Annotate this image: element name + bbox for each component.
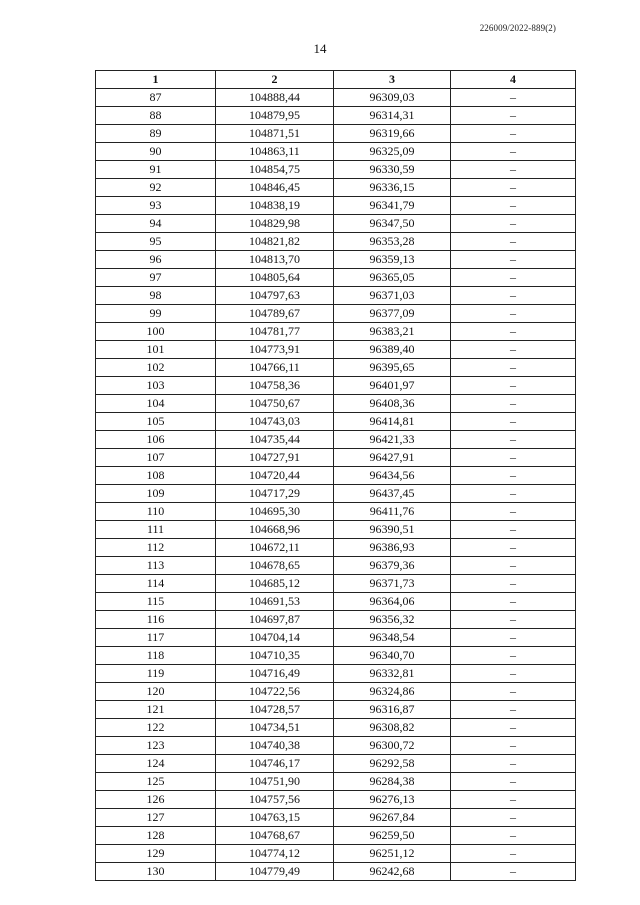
note-cell: – <box>451 485 576 503</box>
y-coordinate-cell: 96401,97 <box>334 377 451 395</box>
point-number-cell: 119 <box>96 665 216 683</box>
table-row <box>96 827 576 845</box>
y-coordinate-cell: 96314,31 <box>334 107 451 125</box>
note-cell: – <box>451 431 576 449</box>
x-coordinate-cell: 104695,30 <box>216 503 334 521</box>
x-coordinate-cell: 104757,56 <box>216 791 334 809</box>
y-coordinate-cell: 96359,13 <box>334 251 451 269</box>
table-row <box>96 179 576 197</box>
x-coordinate-cell: 104766,11 <box>216 359 334 377</box>
column-header-1: 1 <box>96 71 216 89</box>
note-cell: – <box>451 539 576 557</box>
point-number-cell: 104 <box>96 395 216 413</box>
x-coordinate-cell: 104879,95 <box>216 107 334 125</box>
note-cell: – <box>451 413 576 431</box>
table-row <box>96 251 576 269</box>
point-number-cell: 88 <box>96 107 216 125</box>
note-cell: – <box>451 665 576 683</box>
x-coordinate-cell: 104863,11 <box>216 143 334 161</box>
y-coordinate-cell: 96276,13 <box>334 791 451 809</box>
x-coordinate-cell: 104668,96 <box>216 521 334 539</box>
note-cell: – <box>451 863 576 881</box>
x-coordinate-cell: 104838,19 <box>216 197 334 215</box>
table-row <box>96 557 576 575</box>
table-row <box>96 647 576 665</box>
point-number-cell: 97 <box>96 269 216 287</box>
table-row <box>96 773 576 791</box>
x-coordinate-cell: 104734,51 <box>216 719 334 737</box>
x-coordinate-cell: 104697,87 <box>216 611 334 629</box>
x-coordinate-cell: 104829,98 <box>216 215 334 233</box>
note-cell: – <box>451 719 576 737</box>
x-coordinate-cell: 104821,82 <box>216 233 334 251</box>
y-coordinate-cell: 96340,70 <box>334 647 451 665</box>
table-row <box>96 521 576 539</box>
x-coordinate-cell: 104735,44 <box>216 431 334 449</box>
y-coordinate-cell: 96347,50 <box>334 215 451 233</box>
x-coordinate-cell: 104722,56 <box>216 683 334 701</box>
point-number-cell: 91 <box>96 161 216 179</box>
x-coordinate-cell: 104710,35 <box>216 647 334 665</box>
note-cell: – <box>451 125 576 143</box>
table-row <box>96 611 576 629</box>
table-row <box>96 737 576 755</box>
y-coordinate-cell: 96390,51 <box>334 521 451 539</box>
point-number-cell: 116 <box>96 611 216 629</box>
y-coordinate-cell: 96330,59 <box>334 161 451 179</box>
table-row <box>96 755 576 773</box>
y-coordinate-cell: 96421,33 <box>334 431 451 449</box>
y-coordinate-cell: 96251,12 <box>334 845 451 863</box>
point-number-cell: 96 <box>96 251 216 269</box>
x-coordinate-cell: 104888,44 <box>216 89 334 107</box>
point-number-cell: 120 <box>96 683 216 701</box>
table-row <box>96 89 576 107</box>
table-row <box>96 449 576 467</box>
point-number-cell: 107 <box>96 449 216 467</box>
note-cell: – <box>451 89 576 107</box>
x-coordinate-cell: 104751,90 <box>216 773 334 791</box>
note-cell: – <box>451 557 576 575</box>
point-number-cell: 112 <box>96 539 216 557</box>
x-coordinate-cell: 104763,15 <box>216 809 334 827</box>
y-coordinate-cell: 96377,09 <box>334 305 451 323</box>
point-number-cell: 126 <box>96 791 216 809</box>
x-coordinate-cell: 104672,11 <box>216 539 334 557</box>
x-coordinate-cell: 104746,17 <box>216 755 334 773</box>
y-coordinate-cell: 96371,03 <box>334 287 451 305</box>
point-number-cell: 95 <box>96 233 216 251</box>
point-number-cell: 122 <box>96 719 216 737</box>
point-number-cell: 102 <box>96 359 216 377</box>
x-coordinate-cell: 104691,53 <box>216 593 334 611</box>
y-coordinate-cell: 96379,36 <box>334 557 451 575</box>
y-coordinate-cell: 96414,81 <box>334 413 451 431</box>
point-number-cell: 90 <box>96 143 216 161</box>
table-row <box>96 575 576 593</box>
point-number-cell: 110 <box>96 503 216 521</box>
table-row <box>96 467 576 485</box>
note-cell: – <box>451 503 576 521</box>
column-header-3: 3 <box>334 71 451 89</box>
y-coordinate-cell: 96309,03 <box>334 89 451 107</box>
y-coordinate-cell: 96408,36 <box>334 395 451 413</box>
x-coordinate-cell: 104813,70 <box>216 251 334 269</box>
table-row <box>96 485 576 503</box>
point-number-cell: 128 <box>96 827 216 845</box>
header-row <box>96 71 576 89</box>
y-coordinate-cell: 96324,86 <box>334 683 451 701</box>
x-coordinate-cell: 104797,63 <box>216 287 334 305</box>
point-number-cell: 121 <box>96 701 216 719</box>
column-header-2: 2 <box>216 71 334 89</box>
y-coordinate-cell: 96389,40 <box>334 341 451 359</box>
x-coordinate-cell: 104871,51 <box>216 125 334 143</box>
x-coordinate-cell: 104750,67 <box>216 395 334 413</box>
point-number-cell: 114 <box>96 575 216 593</box>
x-coordinate-cell: 104789,67 <box>216 305 334 323</box>
table-row <box>96 305 576 323</box>
note-cell: – <box>451 521 576 539</box>
table-row <box>96 323 576 341</box>
table-row <box>96 161 576 179</box>
table-row <box>96 341 576 359</box>
x-coordinate-cell: 104716,49 <box>216 665 334 683</box>
table-header <box>96 71 576 89</box>
y-coordinate-cell: 96371,73 <box>334 575 451 593</box>
y-coordinate-cell: 96242,68 <box>334 863 451 881</box>
note-cell: – <box>451 773 576 791</box>
point-number-cell: 103 <box>96 377 216 395</box>
y-coordinate-cell: 96434,56 <box>334 467 451 485</box>
table-row <box>96 809 576 827</box>
point-number-cell: 117 <box>96 629 216 647</box>
table-row <box>96 359 576 377</box>
note-cell: – <box>451 845 576 863</box>
note-cell: – <box>451 593 576 611</box>
note-cell: – <box>451 791 576 809</box>
y-coordinate-cell: 96437,45 <box>334 485 451 503</box>
y-coordinate-cell: 96284,38 <box>334 773 451 791</box>
note-cell: – <box>451 233 576 251</box>
x-coordinate-cell: 104728,57 <box>216 701 334 719</box>
x-coordinate-cell: 104773,91 <box>216 341 334 359</box>
note-cell: – <box>451 755 576 773</box>
page-number: 14 <box>313 41 327 56</box>
point-number-cell: 124 <box>96 755 216 773</box>
note-cell: – <box>451 251 576 269</box>
table-row <box>96 845 576 863</box>
y-coordinate-cell: 96325,09 <box>334 143 451 161</box>
table-row <box>96 539 576 557</box>
note-cell: – <box>451 449 576 467</box>
point-number-cell: 89 <box>96 125 216 143</box>
x-coordinate-cell: 104846,45 <box>216 179 334 197</box>
note-cell: – <box>451 179 576 197</box>
y-coordinate-cell: 96383,21 <box>334 323 451 341</box>
x-coordinate-cell: 104854,75 <box>216 161 334 179</box>
note-cell: – <box>451 323 576 341</box>
table-row <box>96 791 576 809</box>
note-cell: – <box>451 359 576 377</box>
point-number-cell: 123 <box>96 737 216 755</box>
x-coordinate-cell: 104717,29 <box>216 485 334 503</box>
table-row <box>96 125 576 143</box>
note-cell: – <box>451 575 576 593</box>
table-row <box>96 863 576 881</box>
point-number-cell: 87 <box>96 89 216 107</box>
y-coordinate-cell: 96341,79 <box>334 197 451 215</box>
point-number-cell: 101 <box>96 341 216 359</box>
table-row <box>96 377 576 395</box>
point-number-cell: 130 <box>96 863 216 881</box>
x-coordinate-cell: 104758,36 <box>216 377 334 395</box>
point-number-cell: 127 <box>96 809 216 827</box>
y-coordinate-cell: 96267,84 <box>334 809 451 827</box>
table-row <box>96 593 576 611</box>
table-row <box>96 143 576 161</box>
x-coordinate-cell: 104768,67 <box>216 827 334 845</box>
y-coordinate-cell: 96316,87 <box>334 701 451 719</box>
table-row <box>96 233 576 251</box>
point-number-cell: 129 <box>96 845 216 863</box>
note-cell: – <box>451 143 576 161</box>
note-cell: – <box>451 809 576 827</box>
x-coordinate-cell: 104779,49 <box>216 863 334 881</box>
point-number-cell: 115 <box>96 593 216 611</box>
x-coordinate-cell: 104743,03 <box>216 413 334 431</box>
point-number-cell: 100 <box>96 323 216 341</box>
point-number-cell: 93 <box>96 197 216 215</box>
note-cell: – <box>451 467 576 485</box>
point-number-cell: 118 <box>96 647 216 665</box>
y-coordinate-cell: 96411,76 <box>334 503 451 521</box>
y-coordinate-cell: 96300,72 <box>334 737 451 755</box>
x-coordinate-cell: 104685,12 <box>216 575 334 593</box>
x-coordinate-cell: 104774,12 <box>216 845 334 863</box>
point-number-cell: 98 <box>96 287 216 305</box>
table-row <box>96 503 576 521</box>
y-coordinate-cell: 96336,15 <box>334 179 451 197</box>
note-cell: – <box>451 683 576 701</box>
document-code: 226009/2022-889(2) <box>479 23 556 33</box>
table-row <box>96 287 576 305</box>
y-coordinate-cell: 96356,32 <box>334 611 451 629</box>
table-row <box>96 269 576 287</box>
note-cell: – <box>451 701 576 719</box>
table-row <box>96 107 576 125</box>
point-number-cell: 105 <box>96 413 216 431</box>
table-row <box>96 719 576 737</box>
y-coordinate-cell: 96427,91 <box>334 449 451 467</box>
note-cell: – <box>451 215 576 233</box>
table-row <box>96 431 576 449</box>
point-number-cell: 92 <box>96 179 216 197</box>
coordinates-table <box>95 70 576 881</box>
note-cell: – <box>451 305 576 323</box>
point-number-cell: 108 <box>96 467 216 485</box>
point-number-cell: 106 <box>96 431 216 449</box>
x-coordinate-cell: 104805,64 <box>216 269 334 287</box>
table-body <box>96 89 576 881</box>
point-number-cell: 99 <box>96 305 216 323</box>
y-coordinate-cell: 96365,05 <box>334 269 451 287</box>
point-number-cell: 109 <box>96 485 216 503</box>
note-cell: – <box>451 377 576 395</box>
column-header-4: 4 <box>451 71 576 89</box>
x-coordinate-cell: 104720,44 <box>216 467 334 485</box>
note-cell: – <box>451 287 576 305</box>
note-cell: – <box>451 269 576 287</box>
note-cell: – <box>451 197 576 215</box>
x-coordinate-cell: 104781,77 <box>216 323 334 341</box>
y-coordinate-cell: 96353,28 <box>334 233 451 251</box>
table-row <box>96 215 576 233</box>
point-number-cell: 94 <box>96 215 216 233</box>
y-coordinate-cell: 96332,81 <box>334 665 451 683</box>
note-cell: – <box>451 395 576 413</box>
x-coordinate-cell: 104727,91 <box>216 449 334 467</box>
y-coordinate-cell: 96348,54 <box>334 629 451 647</box>
y-coordinate-cell: 96395,65 <box>334 359 451 377</box>
note-cell: – <box>451 341 576 359</box>
note-cell: – <box>451 827 576 845</box>
table-row <box>96 701 576 719</box>
x-coordinate-cell: 104740,38 <box>216 737 334 755</box>
note-cell: – <box>451 737 576 755</box>
y-coordinate-cell: 96364,06 <box>334 593 451 611</box>
y-coordinate-cell: 96259,50 <box>334 827 451 845</box>
table-row <box>96 683 576 701</box>
y-coordinate-cell: 96308,82 <box>334 719 451 737</box>
x-coordinate-cell: 104678,65 <box>216 557 334 575</box>
note-cell: – <box>451 161 576 179</box>
note-cell: – <box>451 647 576 665</box>
note-cell: – <box>451 611 576 629</box>
table-row <box>96 395 576 413</box>
table-row <box>96 665 576 683</box>
table-row <box>96 629 576 647</box>
note-cell: – <box>451 629 576 647</box>
table-row <box>96 197 576 215</box>
x-coordinate-cell: 104704,14 <box>216 629 334 647</box>
note-cell: – <box>451 107 576 125</box>
table-row <box>96 413 576 431</box>
y-coordinate-cell: 96386,93 <box>334 539 451 557</box>
point-number-cell: 113 <box>96 557 216 575</box>
point-number-cell: 125 <box>96 773 216 791</box>
point-number-cell: 111 <box>96 521 216 539</box>
y-coordinate-cell: 96319,66 <box>334 125 451 143</box>
y-coordinate-cell: 96292,58 <box>334 755 451 773</box>
